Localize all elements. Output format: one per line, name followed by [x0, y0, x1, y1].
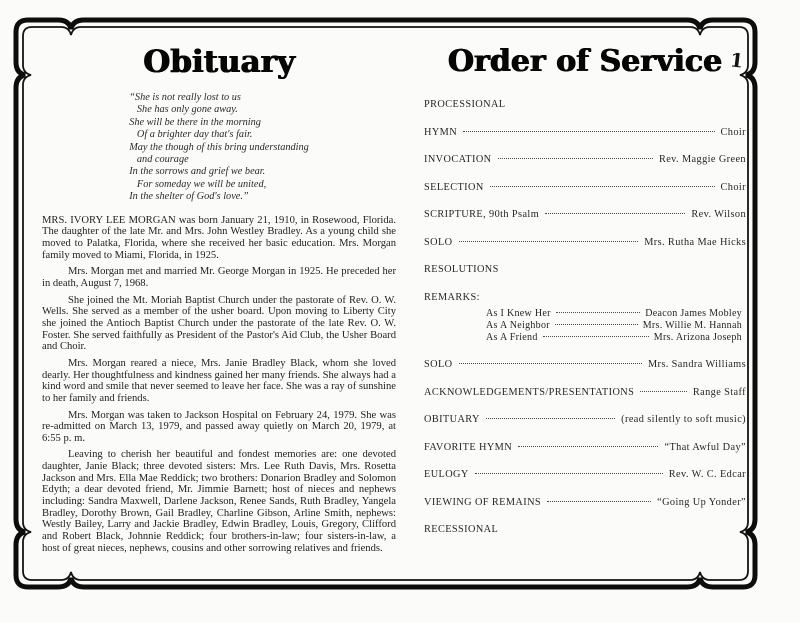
poem-line: She will be there in the morning: [129, 116, 261, 128]
service-row: [424, 127, 746, 138]
poem-line: “She is not really lost to us: [129, 92, 241, 103]
service-item-label: RESOLUTIONS: [424, 264, 499, 275]
dotted-leader: [463, 131, 714, 132]
dotted-leader: [543, 336, 649, 337]
service-row: [486, 332, 742, 343]
service-item-value: Range Staff: [692, 386, 746, 398]
dotted-leader: [498, 158, 653, 159]
service-row: [486, 308, 742, 319]
dotted-leader: [459, 241, 639, 242]
service-item-label: As A Friend: [486, 332, 538, 343]
obituary-paragraph: Mrs. Morgan met and married Mr. George Morgan in 1925. He preceded her in death, August 7, 1968.: [42, 266, 396, 289]
service-row: [424, 497, 746, 508]
poem-line: In the shelter of God's love.”: [129, 191, 249, 203]
poem-line: She has only gone away.: [129, 104, 238, 116]
service-row: [424, 414, 746, 425]
service-item-value: Mrs. Willie M. Hannah: [642, 320, 742, 331]
service-item-label: SOLO: [424, 236, 453, 248]
service-item-value: (read silently to soft music): [621, 414, 746, 425]
poem-line: In the sorrows and grief we bear.: [129, 166, 266, 178]
service-item-label: RECESSIONAL: [424, 524, 499, 535]
poem-line: and courage: [129, 154, 189, 166]
page-mark: 1: [728, 49, 745, 73]
service-row: [424, 524, 746, 535]
service-row: [424, 469, 746, 480]
service-item-value: Choir: [720, 181, 746, 193]
service-row: [424, 237, 746, 248]
service-row: [424, 154, 746, 165]
obituary-paragraph: Mrs. Morgan reared a niece, Mrs. Janie Bradley Black, whom she loved dearly. Her thoughtfulness and kindness gained her many friends. She always had a kind word and smile that never seemed to leave her face. She was a ray of sunshine to her family and friends.: [42, 357, 396, 404]
dotted-leader: [555, 324, 638, 325]
service-item-label: HYMN: [424, 126, 458, 138]
service-item-label: SOLO: [424, 359, 453, 370]
obituary-text: [42, 215, 396, 555]
obituary-paragraph: Mrs. Morgan was taken to Jackson Hospital on February 24, 1979. She was re-admitted on March 13, 1979, and passed away quietly on March 20, 1979, at 6:55 p. m.: [42, 409, 396, 444]
dotted-leader: [475, 473, 663, 474]
dotted-leader: [486, 418, 615, 419]
service-row: [424, 359, 746, 370]
service-item-label: INVOCATION: [424, 154, 492, 165]
service-item-value: Mrs. Rutha Mae Hicks: [644, 236, 746, 248]
service-item-label: VIEWING OF REMAINS: [424, 496, 542, 508]
service-item-value: “Going Up Yonder”: [657, 496, 746, 508]
service-item-label: PROCESSIONAL: [424, 99, 506, 110]
service-list: [424, 99, 746, 535]
service-item-value: Rev. Wilson: [691, 209, 746, 220]
remarks-sublist: [486, 308, 742, 343]
order-of-service-page: [424, 44, 746, 552]
service-row: [424, 292, 746, 303]
service-item-value: Rev. Maggie Green: [658, 154, 746, 165]
poem-line: May the though of this bring understanding: [129, 141, 309, 153]
service-item-label: FAVORITE HYMN: [424, 441, 513, 453]
obituary-paragraph: MRS. IVORY LEE MORGAN was born January 21, 1910, in Rosewood, Florida. The daughter of the late Mr. and Mrs. John Westley Bradley. As a young child she moved to Palatka, Florida, where she received her basic education. Mrs. Morgan family moved to Miami, Florida, in 1925.: [42, 214, 396, 261]
obituary-title: Obituary: [143, 44, 295, 80]
service-item-value: Mrs. Sandra Williams: [647, 359, 746, 370]
dotted-leader: [640, 391, 687, 392]
service-row: [424, 387, 746, 398]
dotted-leader: [490, 186, 715, 187]
service-item-label: As I Knew Her: [486, 308, 551, 319]
service-item-label: ACKNOWLEDGEMENTS/PRESENTATIONS: [424, 386, 635, 398]
poem: [129, 92, 309, 204]
service-item-value: Deacon James Mobley: [645, 308, 742, 319]
service-item-value: Choir: [720, 126, 746, 138]
service-row: [486, 320, 742, 331]
service-item-label: SCRIPTURE, 90th Psalm: [424, 209, 540, 220]
dotted-leader: [518, 446, 658, 447]
service-item-value: Mrs. Arizona Joseph: [653, 332, 742, 343]
service-row: [424, 209, 746, 220]
service-item-label: OBITUARY: [424, 414, 480, 425]
service-row: [424, 264, 746, 275]
dotted-leader: [459, 363, 642, 364]
dotted-leader: [556, 312, 640, 313]
dotted-leader: [547, 501, 651, 502]
obituary-paragraph: She joined the Mt. Moriah Baptist Church under the pastorate of Rev. O. W. Wells. She served as a member of the usher board. Upon moving to Liberty City she joined the Antioch Baptist Church under the pastorate of the late Rev. O. W. Foster. She served faithfully as President of the Pastor's Aid Club, the Usher Board and Choir.: [42, 294, 396, 353]
obituary-paragraph: Leaving to cherish her beautiful and fondest memories are: one devoted daughter, Janie Black; three devoted sisters: Mrs. Lee Ruth Davis, Mrs. Rosetta Jackson and Mrs. Ella Mae Reddick; two brothers: Donarion Bradley and Solomon Edyth; a dear devoted friend, Mr. Jimmie Barnett; host of nieces and nephews including: Sandra Maxwell, Darlene Jackson, Renee Sands, Ruth Bradley, Yangela Bradley, Dorothy Brown, Gail Bradley, Charline Gibson, Arline Smith, nephews: Westly Bailey, Larry and Jackie Bradley, Edwin Bradley, Louis, Gregory, Clifford and Robert Black, Johnnie Reddick; four brothers-in-law; four sisters-in-law, a host of great nieces, nephews, cousins and other sorrowing relatives and friends.: [42, 449, 396, 554]
service-row: [424, 99, 746, 110]
service-item-label: REMARKS:: [424, 291, 480, 303]
service-item-label: EULOGY: [424, 469, 469, 480]
service-item-value: “That Awful Day”: [664, 441, 746, 453]
poem-line: Of a brighter day that's fair.: [129, 129, 253, 141]
service-item-label: SELECTION: [424, 181, 484, 193]
service-item-value: Rev. W. C. Edcar: [668, 469, 746, 480]
obituary-page: [42, 44, 396, 559]
service-row: [424, 442, 746, 453]
order-of-service-title: Order of Service: [447, 44, 723, 79]
poem-line: For someday we will be united,: [129, 178, 267, 190]
service-row: [424, 182, 746, 193]
service-item-label: As A Neighbor: [486, 320, 550, 331]
dotted-leader: [545, 213, 685, 214]
